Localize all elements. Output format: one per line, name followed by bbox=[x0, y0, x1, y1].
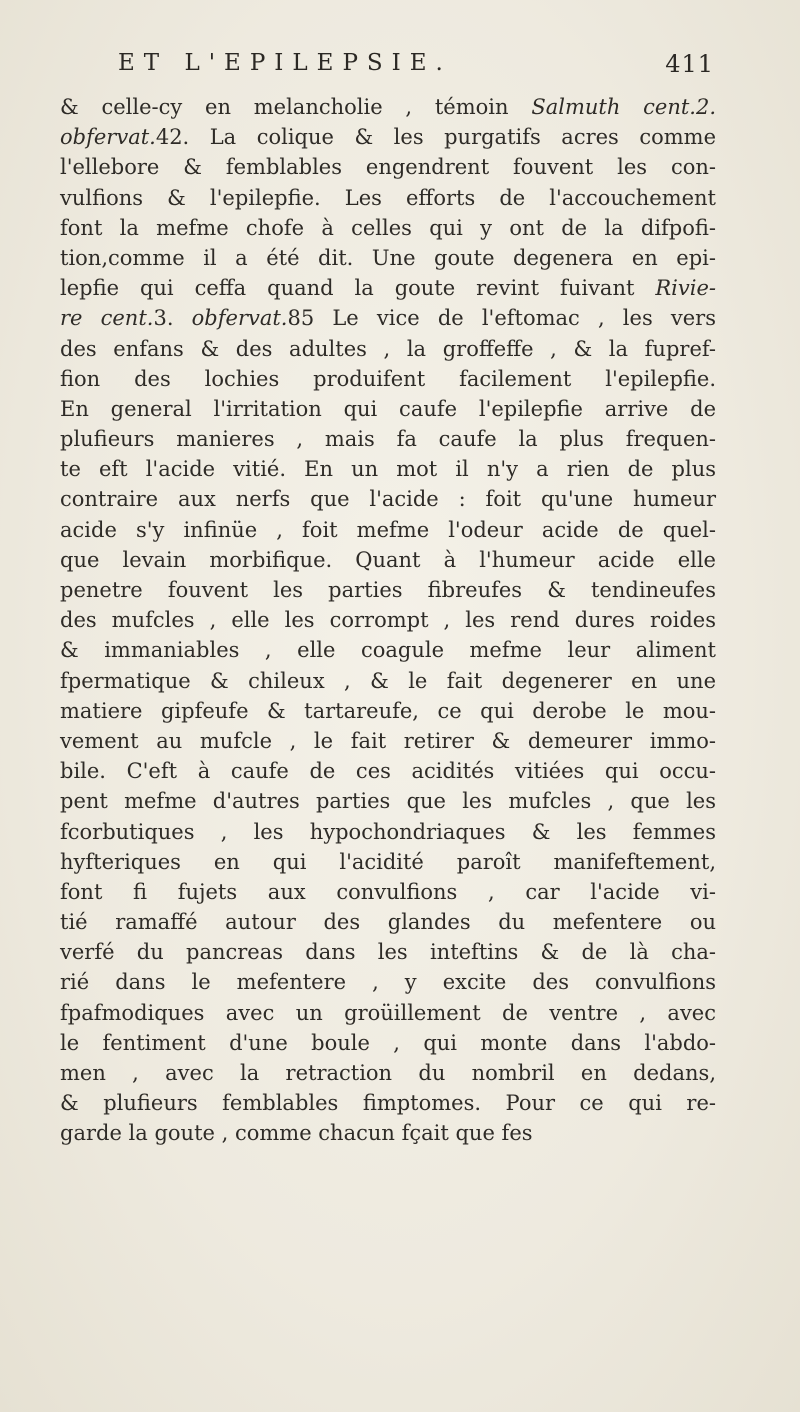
italic-text: re cent. bbox=[60, 306, 154, 331]
text-segment: hyfteriques en qui l'acidité paroît manifeftement, bbox=[60, 849, 716, 874]
text-line bbox=[60, 666, 716, 696]
text-segment: men , avec la retraction du nombril en dedans, bbox=[60, 1061, 716, 1085]
text-line bbox=[60, 1088, 716, 1118]
text-segment: tion,comme il a été dit. Une goute degenera en epi- bbox=[60, 245, 716, 270]
italic-text: Rivie- bbox=[655, 276, 716, 301]
text-segment: vement au mufcle , le fait retirer & demeurer immo- bbox=[60, 728, 716, 753]
text-segment: & plufieurs femblables fimptomes. Pour ce qui re- bbox=[60, 1091, 716, 1116]
text-line bbox=[60, 726, 716, 756]
text-segment: bile. C'eft à caufe de ces acidités vitiées qui occu- bbox=[60, 759, 716, 784]
text-line bbox=[60, 575, 716, 605]
text-segment: 42. La colique & les purgatifs acres comme bbox=[155, 125, 716, 150]
text-line bbox=[60, 243, 716, 273]
text-segment: l'ellebore & femblables engendrent fouvent les con- bbox=[60, 155, 716, 180]
page-header bbox=[118, 44, 714, 84]
text-line bbox=[60, 303, 716, 333]
text-line bbox=[60, 122, 716, 152]
text-line bbox=[60, 454, 716, 484]
text-segment: garde la goute , comme chacun fçait que fes bbox=[60, 1121, 533, 1146]
text-line bbox=[60, 696, 716, 726]
text-segment: matiere gipfeufe & tartareufe, ce qui derobe le mou- bbox=[60, 698, 716, 723]
text-line bbox=[60, 515, 716, 545]
text-segment: fpafmodiques avec un groüillement de ventre , avec bbox=[60, 1000, 716, 1025]
text-segment: & celle-cy en melancholie , témoin bbox=[60, 95, 532, 119]
running-title: ET L'EPILEPSIE. bbox=[118, 50, 452, 76]
italic-text: Salmuth cent.2. bbox=[531, 95, 716, 119]
text-segment: En general l'irritation qui caufe l'epilepfie arrive de bbox=[60, 396, 716, 421]
text-line bbox=[60, 907, 716, 937]
text-segment: fion des lochies produifent facilement l'epilepfie. bbox=[60, 366, 716, 391]
text-line bbox=[60, 273, 716, 303]
text-segment: lepfie qui ceffa quand la goute revint fuivant bbox=[60, 276, 656, 301]
text-segment: 85 Le vice de l'eftomac , les vers bbox=[287, 306, 716, 331]
text-line bbox=[60, 152, 716, 182]
text-segment: des enfans & des adultes , la groffeffe , & la fupref- bbox=[60, 336, 716, 361]
text-line bbox=[60, 756, 716, 786]
text-line bbox=[60, 1118, 716, 1148]
body-text bbox=[60, 92, 716, 1149]
text-line bbox=[60, 545, 716, 575]
text-line bbox=[60, 183, 716, 213]
text-segment: 3. bbox=[153, 306, 192, 331]
text-segment: fpermatique & chileux , & le fait degenerer en une bbox=[60, 668, 716, 693]
text-segment: verfé du pancreas dans les inteftins & de là cha- bbox=[60, 940, 716, 965]
text-line bbox=[60, 967, 716, 997]
text-line bbox=[60, 937, 716, 967]
text-segment: contraire aux nerfs que l'acide : foit qu'une humeur bbox=[60, 487, 716, 512]
text-segment: rié dans le mefentere , y excite des convulfions bbox=[60, 970, 716, 995]
text-segment: penetre fouvent les parties fibreufes & tendineufes bbox=[60, 578, 716, 602]
text-line bbox=[60, 605, 716, 635]
text-line bbox=[60, 484, 716, 514]
italic-text: obfervat. bbox=[191, 306, 288, 331]
text-segment: que levain morbifique. Quant à l'humeur acide elle bbox=[60, 547, 716, 572]
text-line bbox=[60, 998, 716, 1028]
text-line bbox=[60, 1058, 716, 1088]
text-line bbox=[60, 1028, 716, 1058]
text-segment: vulfions & l'epilepfie. Les efforts de l'accouchement bbox=[60, 185, 716, 210]
text-segment: font fi fujets aux convulfions , car l'acide vi- bbox=[60, 879, 716, 904]
italic-text: obfervat. bbox=[60, 125, 156, 150]
text-segment: & immaniables , elle coagule mefme leur aliment bbox=[60, 638, 716, 663]
text-segment: font la mefme chofe à celles qui y ont de la difpofi- bbox=[60, 215, 716, 240]
page-number: 411 bbox=[665, 50, 714, 78]
text-segment: pent mefme d'autres parties que les mufcles , que les bbox=[60, 789, 716, 814]
text-segment: te eft l'acide vitié. En un mot il n'y a rien de plus bbox=[60, 457, 716, 482]
text-line bbox=[60, 635, 716, 665]
text-segment: fcorbutiques , les hypochondriaques & les femmes bbox=[60, 819, 716, 844]
text-line bbox=[60, 847, 716, 877]
text-line bbox=[60, 817, 716, 847]
text-line bbox=[60, 213, 716, 243]
text-segment: des mufcles , elle les corrompt , les rend dures roides bbox=[60, 608, 716, 633]
text-line bbox=[60, 877, 716, 907]
text-segment: le fentiment d'une boule , qui monte dans l'abdo- bbox=[60, 1030, 716, 1055]
text-line bbox=[60, 394, 716, 424]
text-line bbox=[60, 334, 716, 364]
text-line bbox=[60, 92, 716, 122]
text-line bbox=[60, 364, 716, 394]
text-line bbox=[60, 424, 716, 454]
text-segment: acide s'y infinüe , foit mefme l'odeur acide de quel- bbox=[60, 517, 716, 542]
text-line bbox=[60, 786, 716, 816]
text-segment: plufieurs manieres , mais fa caufe la plus frequen- bbox=[60, 427, 716, 452]
text-segment: tié ramaffé autour des glandes du mefentere ou bbox=[60, 910, 716, 935]
